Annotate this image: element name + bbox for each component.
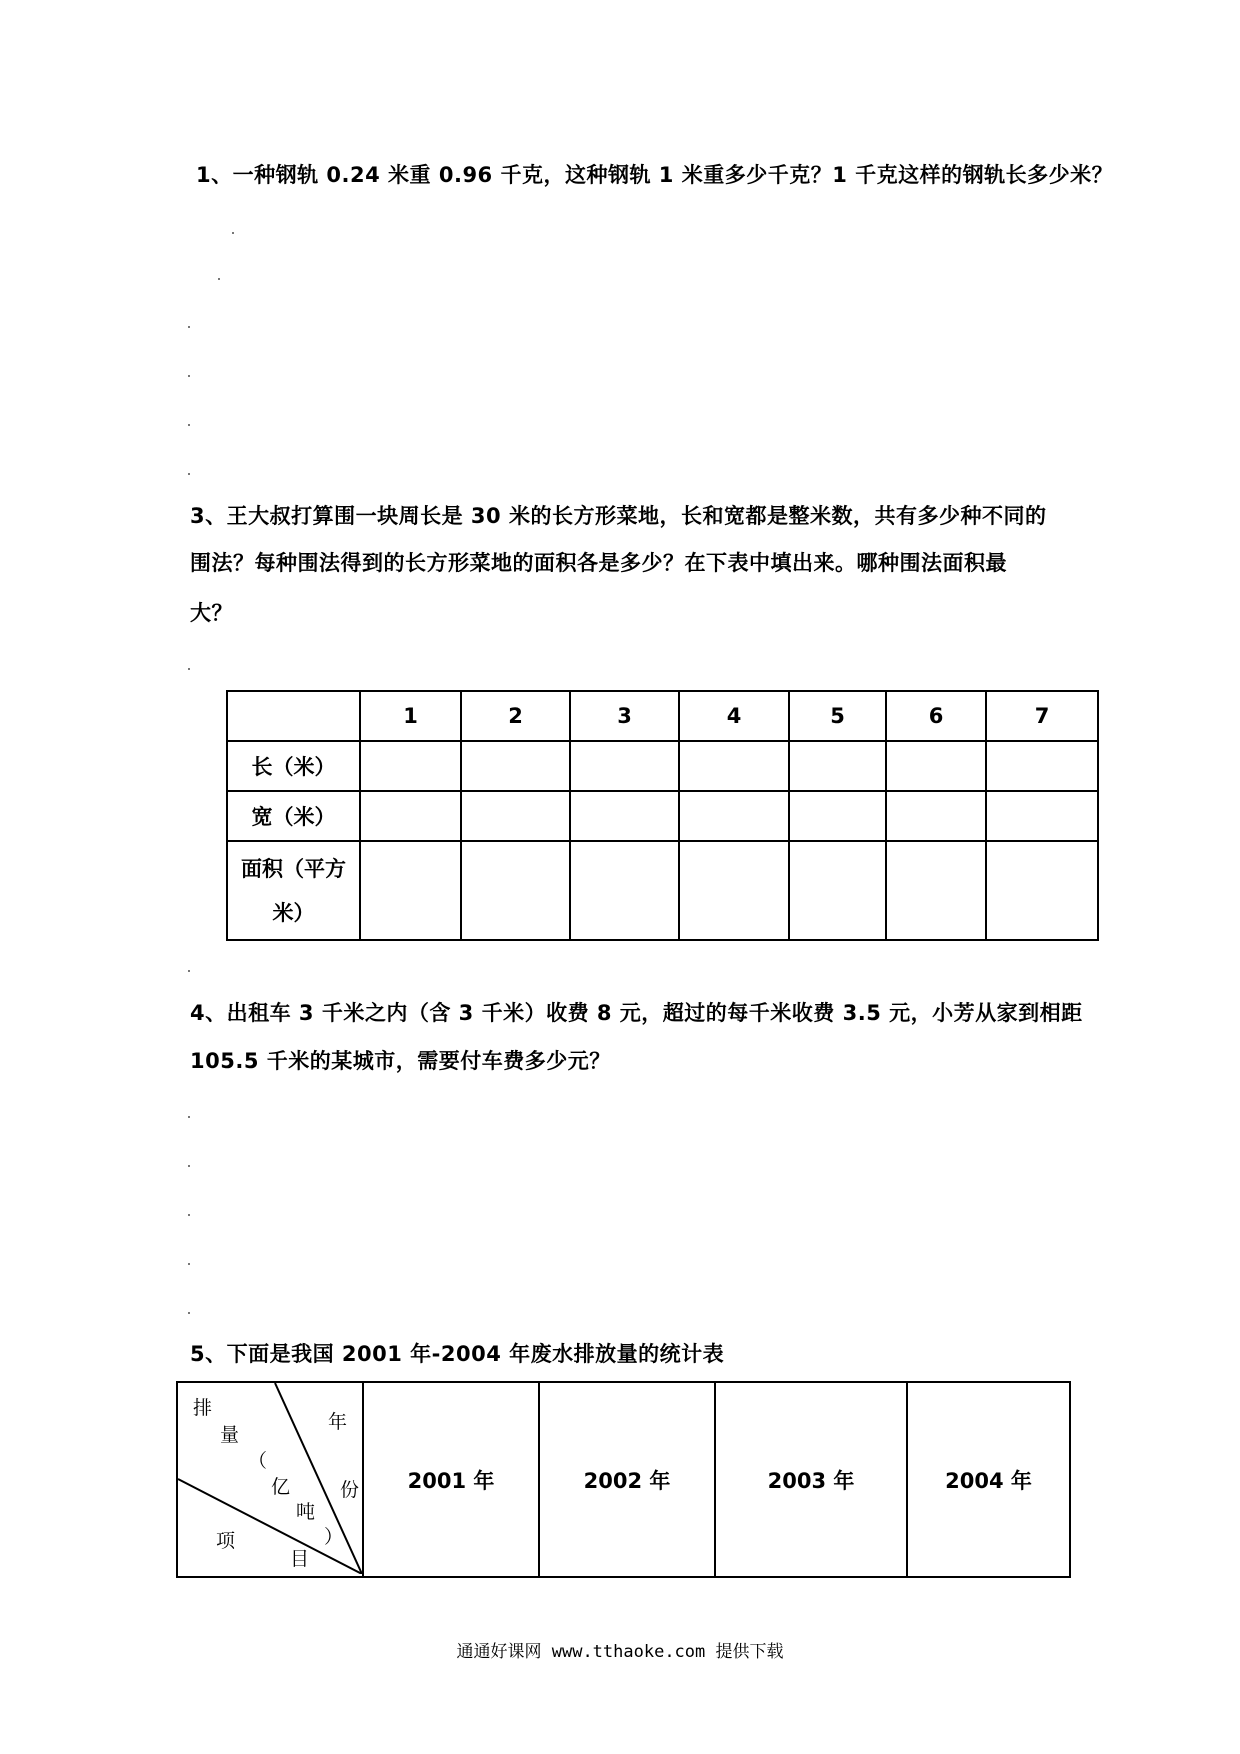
- corner-char: （: [248, 1450, 268, 1472]
- table-cell[interactable]: [986, 791, 1098, 841]
- blank-line-marker: [188, 473, 190, 475]
- year-header-2002: 2002 年: [539, 1382, 715, 1577]
- table-cell[interactable]: [360, 791, 461, 841]
- year-header-2001: 2001 年: [363, 1382, 539, 1577]
- table-cell[interactable]: [461, 841, 570, 940]
- blank-line-marker: [188, 970, 190, 972]
- table-cell[interactable]: [570, 791, 679, 841]
- table-cell[interactable]: [570, 841, 679, 940]
- blank-line-marker: [232, 232, 234, 234]
- question-3-line-1: 3、王大叔打算围一块周长是 30 米的长方形菜地，长和宽都是整米数，共有多少种不同的: [190, 504, 1047, 528]
- row-label-area: [227, 841, 360, 940]
- corner-char: 份: [340, 1479, 360, 1501]
- table-cell[interactable]: [679, 741, 789, 791]
- blank-line-marker: [188, 375, 190, 377]
- question-3-line-2: 围法？每种围法得到的长方形菜地的面积各是多少？在下表中填出来。哪种围法面积最: [190, 551, 1007, 575]
- table-cell[interactable]: [789, 741, 886, 791]
- header-blank: [227, 691, 360, 741]
- corner-char: 排: [193, 1397, 213, 1419]
- page-footer: 通通好课网 www.tthaoke.com 提供下载: [456, 1642, 784, 1662]
- col-header-6: 6: [886, 691, 986, 741]
- table-cell[interactable]: [679, 791, 789, 841]
- table-cell[interactable]: [789, 841, 886, 940]
- corner-char: 亿: [271, 1476, 291, 1498]
- table-cell[interactable]: [461, 791, 570, 841]
- diagonal-header-cell: [177, 1382, 363, 1577]
- corner-char: 目: [290, 1548, 310, 1570]
- table-cell[interactable]: [886, 791, 986, 841]
- blank-line-marker: [188, 668, 190, 670]
- corner-char: 年: [328, 1411, 348, 1433]
- blank-line-marker: [188, 1214, 190, 1216]
- blank-line-marker: [188, 1165, 190, 1167]
- corner-char: ）: [324, 1526, 344, 1548]
- question-4-line-2: 105.5 千米的某城市，需要付车费多少元？: [190, 1049, 611, 1073]
- col-header-2: 2: [461, 691, 570, 741]
- corner-char: 量: [220, 1424, 240, 1446]
- rectangle-table: [226, 690, 1099, 941]
- blank-line-marker: [188, 1116, 190, 1118]
- col-header-3: 3: [570, 691, 679, 741]
- table-cell[interactable]: [986, 741, 1098, 791]
- row-label-width: 宽（米）: [227, 791, 360, 841]
- blank-line-marker: [188, 1263, 190, 1265]
- blank-line-marker: [188, 326, 190, 328]
- corner-char: 项: [216, 1530, 236, 1552]
- wastewater-table: [176, 1381, 1071, 1578]
- table-cell[interactable]: [570, 741, 679, 791]
- col-header-5: 5: [789, 691, 886, 741]
- question-5: 5、下面是我国 2001 年-2004 年废水排放量的统计表: [190, 1342, 725, 1366]
- year-header-2004: 2004 年: [907, 1382, 1070, 1577]
- table-cell[interactable]: [461, 741, 570, 791]
- table-cell[interactable]: [360, 741, 461, 791]
- col-header-4: 4: [679, 691, 789, 741]
- question-1: 1、一种钢轨 0.24 米重 0.96 千克，这种钢轨 1 米重多少千克？1 千克这样的钢轨长多少米？: [196, 163, 1114, 187]
- question-4-line-1: 4、出租车 3 千米之内（含 3 千米）收费 8 元，超过的每千米收费 3.5 元，小芳从家到相距: [190, 1001, 1083, 1025]
- blank-line-marker: [188, 1312, 190, 1314]
- row-label-length: 长（米）: [227, 741, 360, 791]
- table-cell[interactable]: [986, 841, 1098, 940]
- table-cell[interactable]: [886, 741, 986, 791]
- blank-line-marker: [188, 424, 190, 426]
- blank-line-marker: [218, 278, 220, 280]
- table-cell[interactable]: [886, 841, 986, 940]
- col-header-1: 1: [360, 691, 461, 741]
- col-header-7: 7: [986, 691, 1098, 741]
- table-cell[interactable]: [360, 841, 461, 940]
- question-3-line-3: 大？: [190, 601, 233, 625]
- table-cell[interactable]: [679, 841, 789, 940]
- year-header-2003: 2003 年: [715, 1382, 907, 1577]
- row-label-area-line-1: 面积（平方: [241, 856, 346, 881]
- row-label-area-line-2: 米）: [272, 900, 315, 925]
- corner-char: 吨: [296, 1501, 316, 1523]
- table-cell[interactable]: [789, 791, 886, 841]
